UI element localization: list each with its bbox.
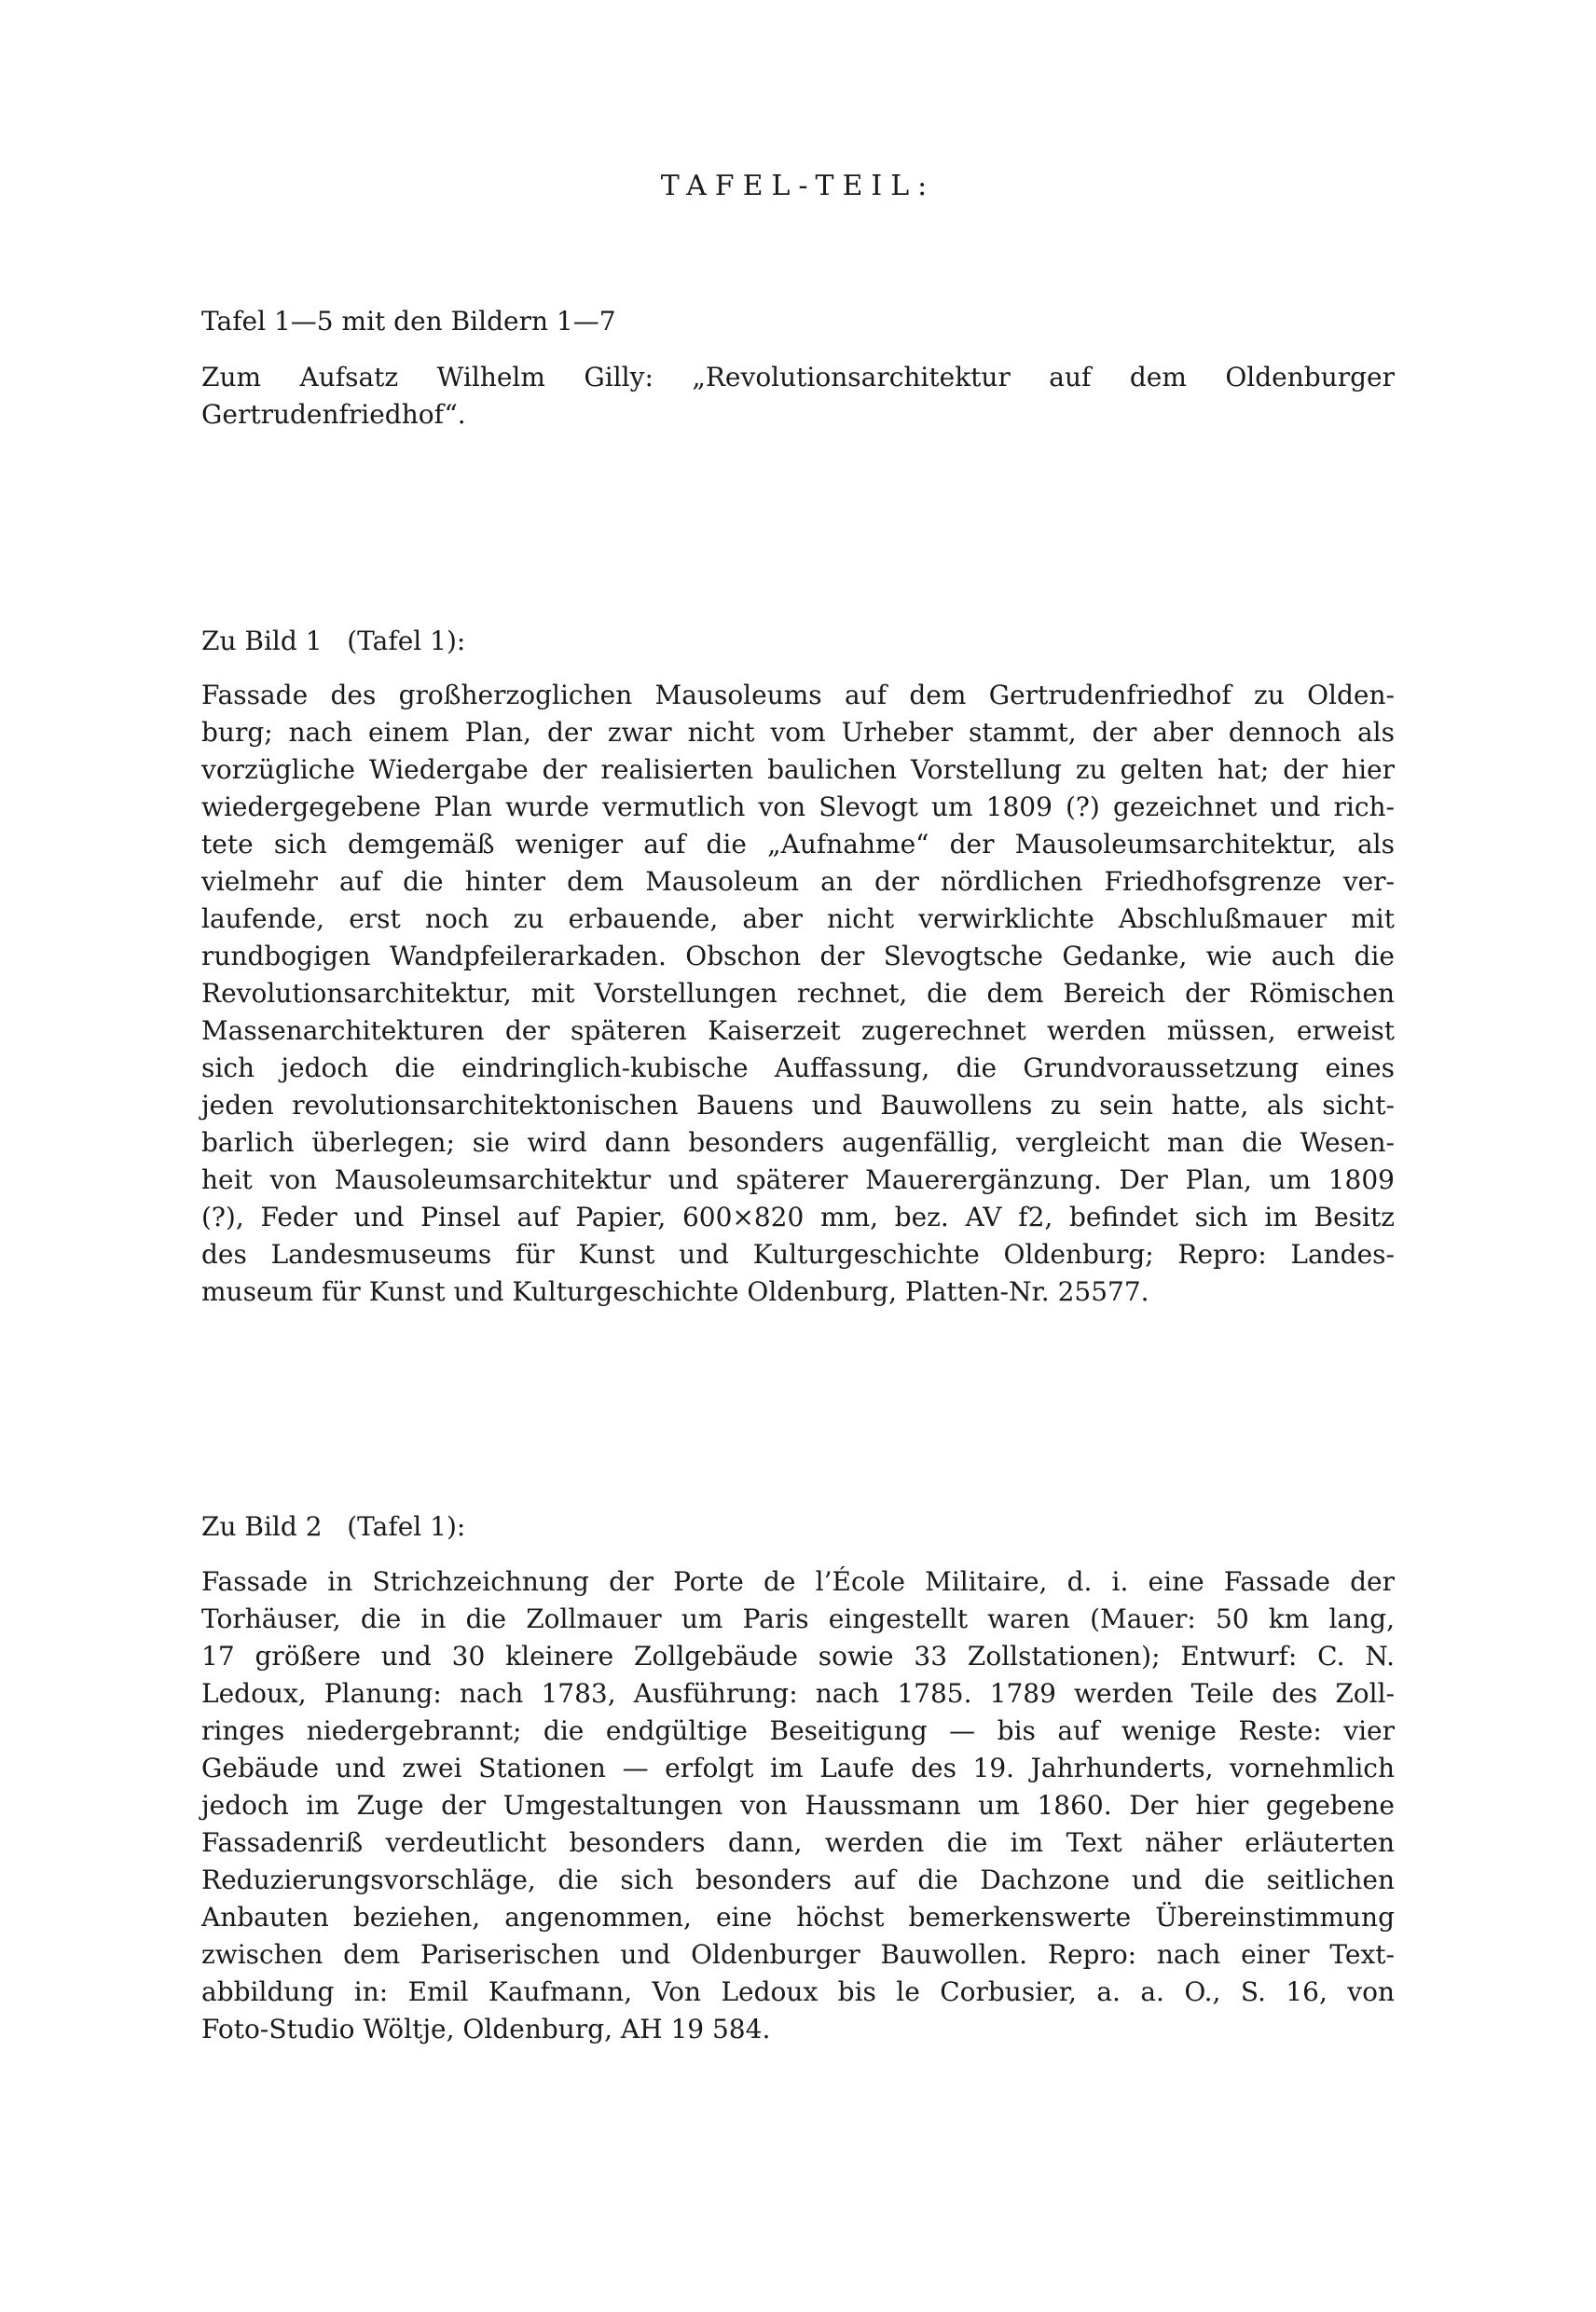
text-line: Gebäude und zwei Stationen — erfolgt im Laufe des 19. Jahrhunderts, vornehmlich (201, 1753, 1395, 1783)
page-heading: TAFEL-TEIL: (660, 170, 936, 202)
text-line: jedoch im Zuge der Umgestaltungen von Haussmann um 1860. Der hier gegebene (201, 1790, 1395, 1821)
text-line: Reduzierungsvorschläge, die sich besonders auf die Dachzone und die seitlichen (201, 1865, 1395, 1895)
plates-title: Tafel 1—5 mit den Bildern 1—7 (201, 306, 616, 337)
text-line: museum für Kunst und Kulturgeschichte Oldenburg, Platten-Nr. 25577. (201, 1276, 1149, 1307)
text-line: rundbogigen Wandpfeilerarkaden. Obschon der Slevogtsche Gedanke, wie auch die (201, 941, 1395, 971)
text-line: Fassade in Strichzeichnung der Porte de l’École Militaire, d. i. eine Fassade der (201, 1566, 1395, 1597)
text-line: vorzügliche Wiedergabe der realisierten baulichen Vorstellung zu gelten hat; der hier (201, 754, 1395, 785)
text-line: sich jedoch die eindringlich-kubische Auffassung, die Grundvoraussetzung eines (201, 1053, 1395, 1083)
text-line: heit von Mausoleumsarchitektur und späterer Mauerergänzung. Der Plan, um 1809 (201, 1164, 1395, 1195)
section-1-caption: Zu Bild 1 (Tafel 1): (201, 626, 466, 656)
section-2-paragraph (201, 1563, 1395, 2048)
text-line: Fassade des großherzoglichen Mausoleums auf dem Gertrudenfriedhof zu Olden- (201, 680, 1395, 710)
text-line: abbildung in: Emil Kaufmann, Von Ledoux bis le Corbusier, a. a. O., S. 16, von (201, 1976, 1395, 2007)
text-line: (?), Feder und Pinsel auf Papier, 600×820 mm, bez. AV f2, befindet sich im Besitz (201, 1202, 1395, 1232)
text-line: Torhäuser, die in die Zollmauer um Paris eingestellt waren (Mauer: 50 km lang, (201, 1603, 1395, 1634)
text-line: vielmehr auf die hinter dem Mausoleum an der nördlichen Friedhofsgrenze ver- (201, 866, 1395, 897)
text-line: jeden revolutionsarchitektonischen Bauens und Bauwollens zu sein hatte, als sicht- (201, 1090, 1395, 1121)
text-line: Foto-Studio Wöltje, Oldenburg, AH 19 584. (201, 2014, 771, 2044)
text-line: zwischen dem Pariserischen und Oldenburger Bauwollen. Repro: nach einer Text- (201, 1939, 1395, 1970)
intro-paragraph (201, 359, 1395, 434)
text-line: Revolutionsarchitektur, mit Vorstellungen rechnet, die dem Bereich der Römischen (201, 978, 1395, 1009)
text-line: burg; nach einem Plan, der zwar nicht vom Urheber stammt, der aber dennoch als (201, 717, 1395, 748)
section-2-caption: Zu Bild 2 (Tafel 1): (201, 1511, 466, 1542)
text-line: tete sich demgemäß weniger auf die „Aufnahme“ der Mausoleumsarchitektur, als (201, 829, 1395, 860)
text-line: Zum Aufsatz Wilhelm Gilly: „Revolutionsarchitektur auf dem Oldenburger (201, 362, 1395, 392)
text-line: Ledoux, Planung: nach 1783, Ausführung: nach 1785. 1789 werden Teile des Zoll- (201, 1678, 1395, 1709)
text-line: barlich überlegen; sie wird dann besonders augenfällig, vergleicht man die Wesen- (201, 1127, 1395, 1158)
text-line: ringes niedergebrannt; die endgültige Beseitigung — bis auf wenige Reste: vier (201, 1715, 1395, 1746)
section-1-paragraph (201, 677, 1395, 1311)
text-line: des Landesmuseums für Kunst und Kulturgeschichte Oldenburg; Repro: Landes- (201, 1239, 1395, 1270)
text-line: laufende, erst noch zu erbauende, aber nicht verwirklichte Abschlußmauer mit (201, 903, 1395, 934)
text-line: Gertrudenfriedhof“. (201, 399, 466, 430)
text-line: Fassadenriß verdeutlicht besonders dann, werden die im Text näher erläuterten (201, 1827, 1395, 1858)
text-line: 17 größere und 30 kleinere Zollgebäude sowie 33 Zollstationen); Entwurf: C. N. (201, 1641, 1395, 1672)
text-line: Anbauten beziehen, angenommen, eine höchst bemerkenswerte Übereinstimmung (201, 1902, 1395, 1933)
text-line: Massenarchitekturen der späteren Kaiserzeit zugerechnet werden müssen, erweist (201, 1015, 1395, 1046)
text-line: wiedergegebene Plan wurde vermutlich von Slevogt um 1809 (?) gezeichnet und rich- (201, 791, 1395, 822)
